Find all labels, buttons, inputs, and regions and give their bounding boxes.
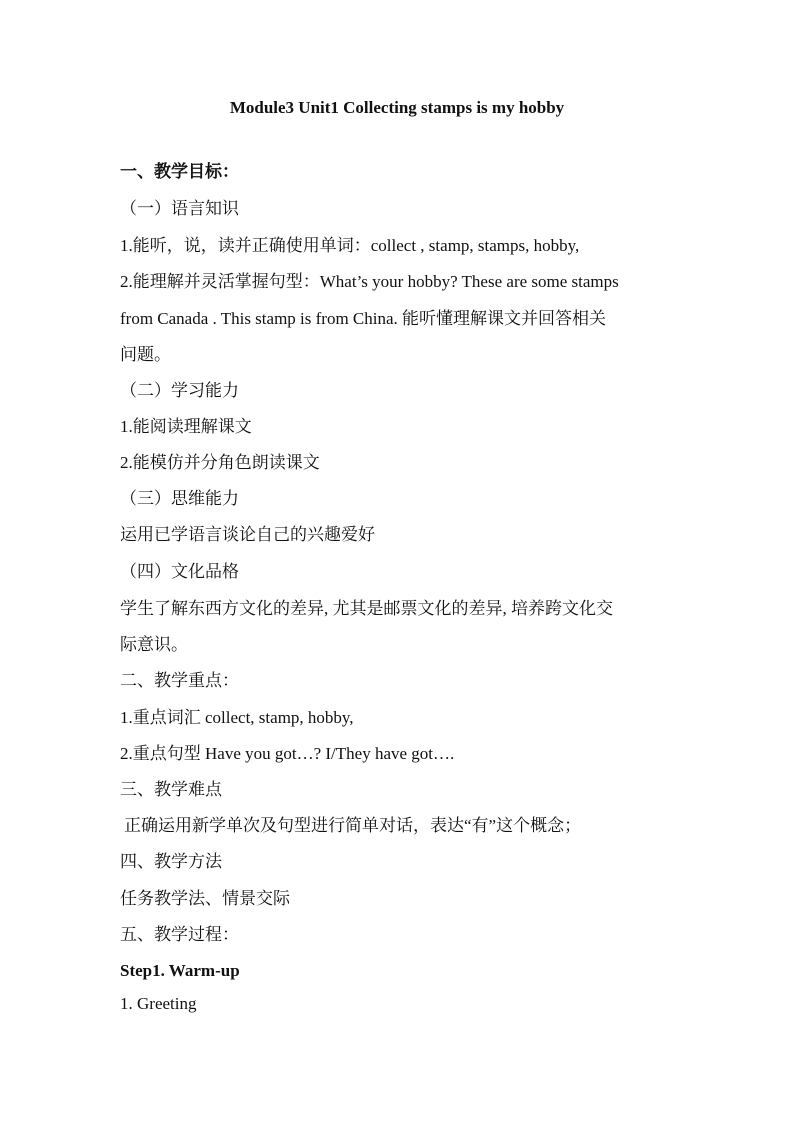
paragraph-line: 学生了解东西方文化的差异, 尤其是邮票文化的差异, 培养跨文化交 bbox=[120, 599, 613, 618]
paragraph-line: 运用已学语言谈论自己的兴趣爱好 bbox=[120, 525, 375, 544]
section-heading-difficulties: 三、教学难点 bbox=[120, 780, 222, 799]
section-heading-objectives: 一、教学目标： bbox=[120, 162, 239, 181]
paragraph-line: 问题。 bbox=[120, 345, 171, 364]
step-heading-warm-up: Step1. Warm-up bbox=[120, 961, 240, 980]
paragraph-line: 际意识。 bbox=[120, 635, 188, 654]
paragraph-line: 任务教学法、情景交际 bbox=[120, 889, 290, 908]
section-heading-methods: 四、教学方法 bbox=[120, 852, 222, 871]
subheading-language-knowledge: （一）语言知识 bbox=[120, 199, 239, 218]
paragraph-line: 2.能模仿并分角色朗读课文 bbox=[120, 453, 320, 472]
paragraph-line: 正确运用新学单次及句型进行简单对话，表达“有”这个概念； bbox=[124, 816, 582, 835]
paragraph-line: 2.能理解并灵活掌握句型：What’s your hobby? These are some stamps bbox=[120, 272, 619, 291]
paragraph-line: 1. Greeting bbox=[120, 994, 197, 1013]
paragraph-line: 1.能阅读理解课文 bbox=[120, 417, 252, 436]
document-title: Module3 Unit1 Collecting stamps is my hobby bbox=[229, 98, 565, 117]
paragraph-line: from Canada . This stamp is from China. 能听懂理解课文并回答相关 bbox=[120, 309, 607, 328]
paragraph-line: 1.重点词汇 collect, stamp, hobby, bbox=[120, 708, 354, 727]
subheading-learning-ability: （二）学习能力 bbox=[120, 381, 239, 400]
paragraph-line: 1.能听，说，读并正确使用单词：collect , stamp, stamps, hobby, bbox=[120, 236, 580, 255]
section-heading-key-points: 二、教学重点： bbox=[120, 671, 239, 690]
subheading-thinking-ability: （三）思维能力 bbox=[120, 489, 239, 508]
section-heading-process: 五、教学过程： bbox=[120, 925, 239, 944]
subheading-cultural-quality: （四）文化品格 bbox=[120, 562, 239, 581]
paragraph-line: 2.重点句型 Have you got…? I/They have got…. bbox=[120, 744, 455, 763]
